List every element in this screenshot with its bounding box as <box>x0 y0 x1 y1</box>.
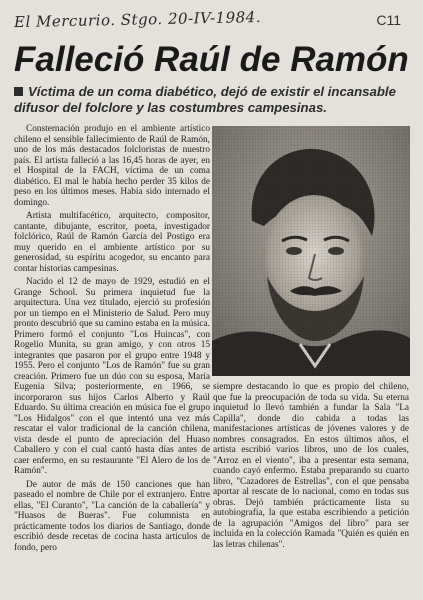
portrait-image <box>212 126 410 376</box>
body-paragraph: Consternación produjo en el ambiente artístico chileno el sensible fallecimiento de Raúl de Ramón, uno de los más destacados folcloristas de nuestro país. El artista falleció a las 16,45 horas de ayer, en el Hospital de la FACH, víctima de un coma diabético. El mal le había hecho perder 35 kilos de peso en los últimos meses. Había sido internado el domingo. <box>14 124 210 208</box>
portrait-photo <box>212 126 410 376</box>
body-paragraph: siempre destacando lo que es propio del chileno, que fue la preocupación de toda su vida. Su eterna inquietud lo llevó también a fundar la Sala "La Capilla", donde dio cabida a todas las manifestaciones artísticas de jóvenes valores y de nombres consagrados. En estos últimos años, el artista escribió varios libros, uno de los cuales, "Arroz en el viento", iba a presentar esta semana, cuando cayó enfermo. Estaba preparando su cuarto libro, "Cazadores de Estrellas", con el que pensaba aportar al rescate de lo nacional, como en todas sus obras. Dejó también prácticamente lista su autobiografía, la que estaba escribiendo a petición de la agrupación "Amigos del libro" para ser incluida en la colección Ramada "Quién es quién en las letras chilenas". <box>213 382 409 550</box>
article-deck <box>14 84 410 116</box>
square-bullet-icon <box>14 87 23 96</box>
body-paragraph: Artista multifacético, arquitecto, compositor, cantante, dibujante, escritor, poeta, investigador folclórico, Raúl de Ramón García del Postigo era muy querido en el ambiente artístico por su generosidad, su espíritu acogedor, su encanto para contar historias campesinas. <box>14 211 210 274</box>
article-body-right-column <box>213 382 409 598</box>
deck-text: Víctima de un coma diabético, dejó de existir el incansable difusor del folclore y las costumbres campesinas. <box>14 84 396 115</box>
article-headline: Falleció Raúl de Ramón <box>14 40 409 79</box>
body-paragraph: De autor de más de 150 canciones que han paseado el nombre de Chile por el extranjero. Entre ellas, "El Curanto", "La canción de la caballería" y "Huasos de Bueras". Fue columnista en prácticamente todos los diarios de Santiago, donde escribió desde recetas de cocina hasta artículos de fondo, pero <box>14 479 210 553</box>
body-paragraph: Nacido el 12 de mayo de 1929, estudió en el Grange School. Su primera inquietud fue la arquitectura. Una vez titulado, ejerció su profesión por un tiempo en el Ministerio de Salud. Pero muy pronto descubrió que su camino estaba en la música. Primero formó el conjunto "Los Huincas", con Rogelio Munita, su gran amigo, y con otros 15 integrantes que pasaron por el grupo entre 1948 y 1955. Pero el conjunto "Los de Ramón" fue su gran creación. Primero fue un dúo con su esposa, María Eugenia Silva; posteriormente, en 1966, se incorporaron sus hijos Carlos Alberto y Raúl Eduardo. Su última creación en música fue el grupo "Los Hidalgos" con el que intentó una vez más rescatar el valor tradicional de la canción chilena, vista desde el punto de apreciación del Huaso Caballero y con el cual cantó hasta días antes de caer enfermo, en su restaurante "El Alero de los de Ramón". <box>14 277 210 476</box>
page-number: C11 <box>376 12 401 28</box>
article-body-left-column <box>14 124 210 598</box>
handwritten-source-note: El Mercurio. Stgo. 20-IV-1984. <box>13 7 262 32</box>
